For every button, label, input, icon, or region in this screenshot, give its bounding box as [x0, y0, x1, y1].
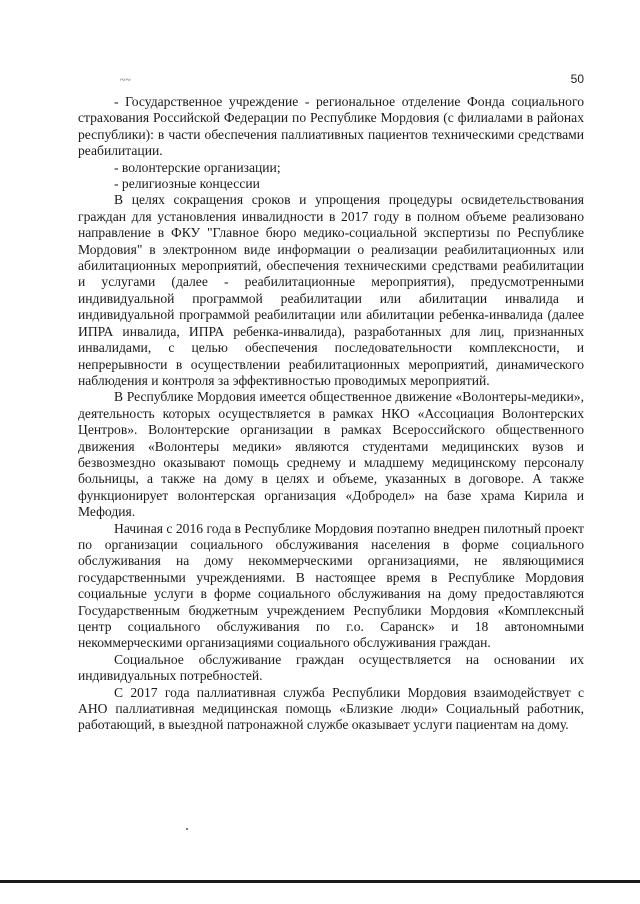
list-item-fss: - Государственное учреждение - региональное отделение Фонда социального страхования Российской Федерации по Республике Мордовия (с филиалами в районах республики): в части обеспечения паллиативных пациентов техническими средствами реабилитации. — [78, 94, 584, 159]
scan-dot — [186, 828, 188, 830]
list-item-volunteers: - волонтерские организации; — [114, 159, 281, 175]
list-item-religious: - религиозные концессии — [114, 176, 260, 192]
paragraph-individual-needs: Социальное обслуживание граждан осуществляется на основании их индивидуальных потребностей. — [78, 651, 584, 684]
paragraph-home-social-service: Начиная с 2016 года в Республике Мордовия поэтапно внедрен пилотный проект по организации социального обслуживания населения в форме социального обслуживания на дому некоммерческими организациями, не являющимися государственными учреждениями. В настоящее время в Республике Мордовия социальные услуги в форме социального обслуживания на дому предоставляются Государственным бюджетным учреждением Республики Мордовия «Комплексный центр социального обслуживания по г.о. Саранск» и 18 автономными некоммерческими организациями социального обслуживания граждан. — [78, 520, 584, 651]
scan-mark: ~~ — [120, 75, 131, 86]
bottom-scan-edge — [0, 880, 640, 883]
paragraph-disability-procedure: В целях сокращения сроков и упрощения процедуры освидетельствования граждан для установления инвалидности в 2017 году в полном объеме реализовано направление в ФКУ "Главное бюро медико-социальной экспертизы по Республике Мордовия" в электронном виде информации о реализации реабилитационных или абилитационных мероприятий, обеспечения техническими средствами реабилитации и услугами (далее - реабилитационные мероприятия), предусмотренными индивидуальной программой реабилитации или абилитации инвалида и индивидуальной программой реабилитации или абилитации ребенка-инвалида (далее ИПРА инвалида, ИПРА ребенка-инвалида), разработанных для лиц, признанных инвалидами, с целью обеспечения последовательности комплексности, и непрерывности в осуществлении реабилитационных мероприятий, динамического наблюдения и контроля за эффективностью проводимых мероприятий. — [78, 192, 584, 388]
paragraph-volunteer-medics: В Республике Мордовия имеется общественное движение «Волонтеры-медики», деятельность которых осуществляется в рамках НКО «Ассоциация Волонтерских Центров». Волонтерские организации в рамках Всероссийского общественного движения «Волонтеры медики» являются студентами медицинских вузов и безвозмездно оказывают помощь среднему и младшему медицинскому персоналу больницы, а также на дому в целях и объеме, указанных в договоре. А также функционирует волонтерская организация «Добродел» на базе храма Кирила и Мефодия. — [78, 389, 584, 520]
paragraph-palliative-cooperation: С 2017 года паллиативная служба Республики Мордовия взаимодействует с АНО паллиативная медицинская помощь «Близкие люди» Социальный работник, работающий, в выездной патронажной службе оказывает услуги пациентам на дому. — [78, 684, 584, 733]
page-number: 50 — [570, 72, 584, 86]
document-body — [78, 94, 584, 734]
